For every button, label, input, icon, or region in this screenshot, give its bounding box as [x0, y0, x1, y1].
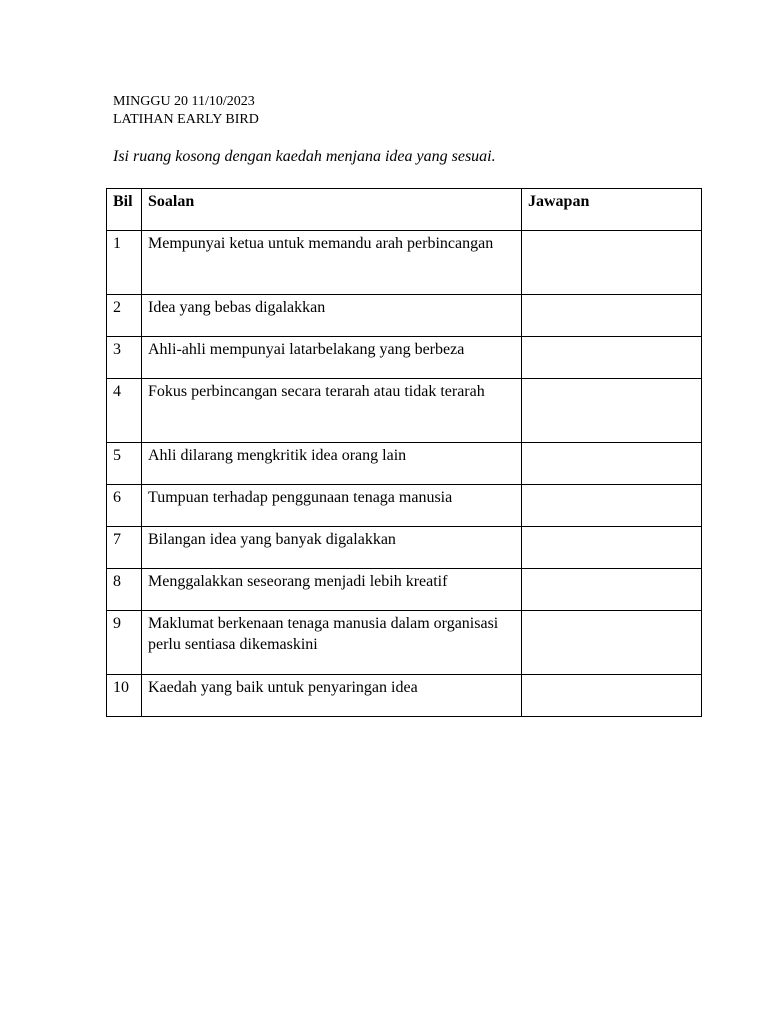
answer-cell[interactable]: [522, 379, 702, 443]
row-number: 3: [107, 337, 142, 379]
table-row: [107, 443, 702, 485]
answer-cell[interactable]: [522, 295, 702, 337]
answer-cell[interactable]: [522, 675, 702, 717]
header-soalan: Soalan: [142, 189, 522, 231]
answer-cell[interactable]: [522, 443, 702, 485]
answer-cell[interactable]: [522, 485, 702, 527]
header-bil: Bil: [107, 189, 142, 231]
question-text: Menggalakkan seseorang menjadi lebih kreatif: [142, 569, 522, 611]
answer-cell[interactable]: [522, 527, 702, 569]
table-row: [107, 295, 702, 337]
table-header-row: [107, 189, 702, 231]
question-text: Maklumat berkenaan tenaga manusia dalam organisasi perlu sentiasa dikemaskini: [142, 611, 522, 675]
table-row: [107, 379, 702, 443]
row-number: 1: [107, 231, 142, 295]
exercise-title: LATIHAN EARLY BIRD: [113, 112, 259, 127]
question-text: Kaedah yang baik untuk penyaringan idea: [142, 675, 522, 717]
instruction-text: Isi ruang kosong dengan kaedah menjana idea yang sesuai.: [113, 148, 496, 165]
row-number: 6: [107, 485, 142, 527]
question-text: Ahli dilarang mengkritik idea orang lain: [142, 443, 522, 485]
answer-cell[interactable]: [522, 611, 702, 675]
row-number: 4: [107, 379, 142, 443]
question-text: Fokus perbincangan secara terarah atau tidak terarah: [142, 379, 522, 443]
table-row: [107, 527, 702, 569]
row-number: 9: [107, 611, 142, 675]
answer-cell[interactable]: [522, 569, 702, 611]
row-number: 7: [107, 527, 142, 569]
question-text: Ahli-ahli mempunyai latarbelakang yang berbeza: [142, 337, 522, 379]
row-number: 2: [107, 295, 142, 337]
table-row: [107, 569, 702, 611]
answer-cell[interactable]: [522, 337, 702, 379]
question-text: Tumpuan terhadap penggunaan tenaga manusia: [142, 485, 522, 527]
row-number: 5: [107, 443, 142, 485]
question-text: Bilangan idea yang banyak digalakkan: [142, 527, 522, 569]
table-row: [107, 485, 702, 527]
row-number: 8: [107, 569, 142, 611]
table-row: [107, 337, 702, 379]
question-text: Mempunyai ketua untuk memandu arah perbincangan: [142, 231, 522, 295]
document-header: [113, 93, 259, 129]
header-jawapan: Jawapan: [522, 189, 702, 231]
table-row: [107, 675, 702, 717]
question-table: [106, 188, 702, 717]
question-text: Idea yang bebas digalakkan: [142, 295, 522, 337]
row-number: 10: [107, 675, 142, 717]
table-row: [107, 611, 702, 675]
answer-cell[interactable]: [522, 231, 702, 295]
week-date-line: MINGGU 20 11/10/2023: [113, 94, 255, 109]
table-row: [107, 231, 702, 295]
